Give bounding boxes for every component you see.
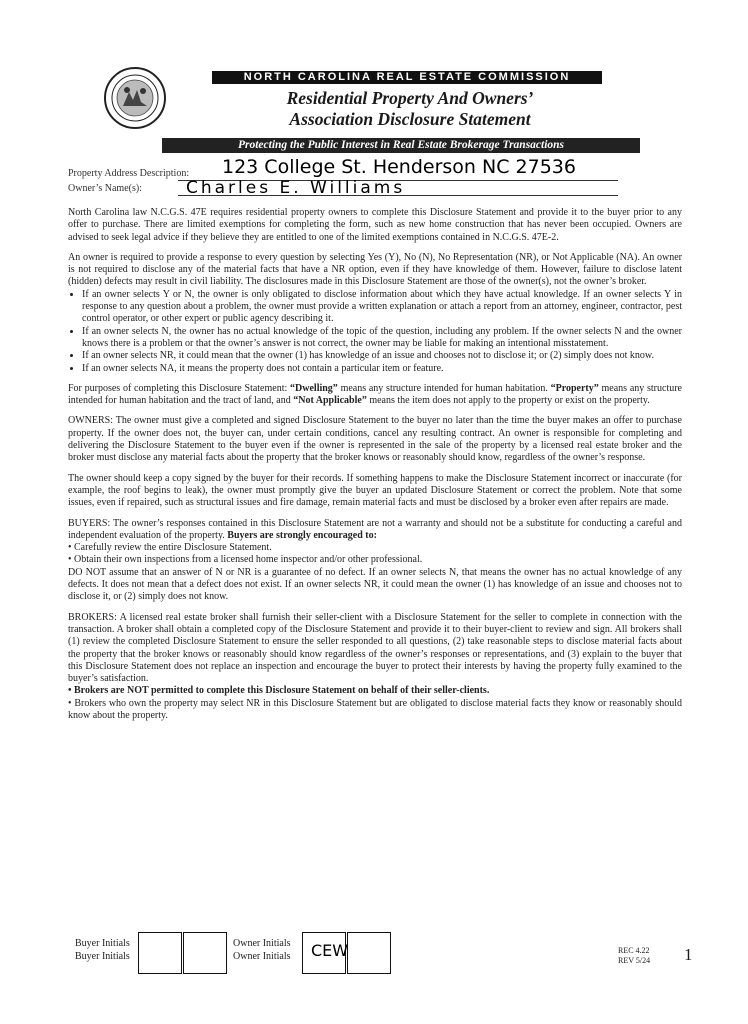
brokers-text: A licensed real estate broker shall furnish their seller-client with a Disclosure Statement for the seller to complete in connection with the transaction. A broker shall obtain a completed copy of the Disclosure Statement and provide it to their buyer-client to review and sign. All brokers shall (1) review the completed Disclosure Statement to ensure the seller responded to all questions, (2) take reasonable steps to disclose material facts about the property that the broker knows or reasonably should know regardless of the owner’s responses or representations, and (3) explain to the buyer that this Disclosure Statement does not replace an inspection and encourage the buyer to protect their interests by having the property fully examined to the buyer’s satisfaction. xyxy=(68,611,682,685)
bullet-y-n: • If an owner selects Y or N, the owner is only obligated to disclose information about which they have actual knowledge. If an owner selects Y in response to any question about a problem, the owner must provide a written explanation or attach a report from an attorney, engineer, contractor, pest control operator, or other expert or public agency describing it. xyxy=(82,289,682,326)
title-line-1: Residential Property And Owners’ xyxy=(286,88,534,108)
buyers-text: The owner’s responses contained in this Disclosure Statement are not a warranty and should not be a substitute for conducting a careful and independent evaluation of the property. xyxy=(68,517,682,541)
buyer-initials-box-2[interactable] xyxy=(183,932,227,974)
intro-paragraph: North Carolina law N.C.G.S. 47E requires residential property owners to complete this Disclosure Statement and provide it to the buyer prior to any offer to purchase. There are limited exemptions for completing the form, such as new home construction that has never been occupied. Owners are advised to seek legal advice if they believe they are entitled to one of the limited exemptions contained in N.C.G.S. 47E-2. xyxy=(68,207,682,243)
brokers-heading: BROKERS: xyxy=(68,611,117,623)
brokers-paragraph xyxy=(68,612,682,686)
definitions-paragraph xyxy=(68,383,682,408)
buyers-paragraph xyxy=(68,518,682,543)
buyers-heading: BUYERS: xyxy=(68,517,111,529)
buyer-initials-label-1: Buyer Initials xyxy=(75,938,130,949)
dwelling-term: “Dwelling” xyxy=(290,382,338,394)
broker-bullet-1: • Brokers are NOT permitted to complete this Disclosure Statement on behalf of their seller-clients. xyxy=(68,685,490,697)
nc-state-seal-icon xyxy=(103,66,167,130)
broker-bullet-2: • Brokers who own the property may select NR in this Disclosure Statement but are obligated to disclose material facts they know or reasonably should know about the property. xyxy=(68,697,682,721)
address-label: Property Address Description: xyxy=(68,168,190,179)
buyers-note: DO NOT assume that an answer of N or NR is a guarantee of no defect. If an owner selects N, that means the owner has no actual knowledge of any defects. It does not mean that a defect does not exist. If an owner selects NR, it could mean the owner (1) has knowledge of an issue and chooses not to disclose it, or (2) simply does not know. xyxy=(68,566,682,603)
page-number: 1 xyxy=(684,945,693,964)
disclosure-body xyxy=(68,207,682,722)
owner-initials-box-2[interactable] xyxy=(347,932,391,974)
commission-banner: NORTH CAROLINA REAL ESTATE COMMISSION xyxy=(212,71,602,84)
owner-initials-box-1[interactable] xyxy=(302,932,349,974)
updates-paragraph: The owner should keep a copy signed by the buyer for their records. If something happens to make the Disclosure Statement incorrect or inaccurate (for example, the roof begins to leak), the owner must promptly give the buyer an updated Disclosure Statement or correct the problem. Note that some issues, even if repaired, such as structural issues and fire damage, remain material facts and must be disclosed by a broker even after repairs are made. xyxy=(68,472,682,509)
revision-info xyxy=(618,946,650,966)
address-value[interactable]: 123 College St. Henderson NC 27536 xyxy=(222,156,576,178)
owners-heading: OWNERS: xyxy=(68,415,113,427)
form-title xyxy=(190,88,630,130)
response-bullets xyxy=(68,289,682,375)
bullet-n: • If an owner selects N, the owner has no actual knowledge of the topic of the question, including any problem. If the owner selects N and the owner knows there is a problem or that the owner’s answer is not correct, the owner may be liable for making an intentional misstatement. xyxy=(82,326,682,351)
definitions-text-a: For purposes of completing this Disclosure Statement: xyxy=(68,382,291,394)
broker-bullet-2-text: Brokers who own the property may select NR in this Disclosure Statement but are obligated to disclose material facts they know or reasonably should know about the property. xyxy=(68,697,682,721)
definitions-text-c: means any structure intended for human habitation and the tract of land, and xyxy=(68,382,682,407)
owners-text: The owner must give a completed and signed Disclosure Statement to the buyer no later than the time the buyer makes an offer to purchase property. If the owner does not, the buyer can, under certain conditions, cancel any resulting contract. An owner is responsible for completing and delivering the Disclosure Statement to the buyer even if the owner is represented in the sale of the property by a licensed real estate broker and the broker must disclose any material facts about the property that the broker knows or reasonably should know, regardless of the owner’s response. xyxy=(68,415,682,464)
owners-paragraph xyxy=(68,415,682,464)
owner-value[interactable]: Charles E. Williams xyxy=(186,178,406,198)
tagline-banner: Protecting the Public Interest in Real Estate Brokerage Transactions xyxy=(162,138,640,153)
owner-initials-label-1: Owner Initials xyxy=(233,938,291,949)
buyer-item-review: • Carefully review the entire Disclosure Statement. xyxy=(68,542,272,554)
rev-line-2: REV 5/24 xyxy=(618,956,651,965)
property-term: “Property” xyxy=(550,382,599,394)
buyers-encouraged: Buyers are strongly encouraged to: xyxy=(227,529,377,541)
owner-response-paragraph: An owner is required to provide a response to every question by selecting Yes (Y), No (N), No Representation (NR), or Not Applicable (NA). An owner is not required to disclose any of the material facts that have a NR option, even if they have knowledge of them. However, failure to disclose latent (hidden) defects may result in civil liability. The disclosures made in this Disclosure Statement are those of the owner(s), not the owner’s broker. xyxy=(68,251,682,288)
bullet-nr: • If an owner selects NR, it could mean that the owner (1) has knowledge of an issue and chooses not to disclose it; or (2) simply does not know. xyxy=(82,350,682,362)
title-line-2: Association Disclosure Statement xyxy=(289,109,531,129)
buyer-initials-label-2: Buyer Initials xyxy=(75,951,130,962)
owner-initials-value: CEW xyxy=(311,941,349,960)
definitions-text-d: means the item does not apply to the property or exist on the property. xyxy=(366,395,650,407)
bullet-na: • If an owner selects NA, it means the property does not contain a particular item or feature. xyxy=(82,363,682,375)
owner-label: Owner’s Name(s): xyxy=(68,183,142,194)
broker-bullet-1-text: Brokers are NOT permitted to complete this Disclosure Statement on behalf of their seller-clients. xyxy=(74,685,490,697)
buyer-item-inspect: • Obtain their own inspections from a licensed home inspector and/or other professional. xyxy=(68,554,423,566)
definitions-text-b: means any structure intended for human habitation. xyxy=(337,382,551,394)
owner-initials-label-2: Owner Initials xyxy=(233,951,291,962)
not-applicable-term: “Not Applicable” xyxy=(293,395,367,407)
rev-line-1: REC 4.22 xyxy=(618,946,650,955)
buyer-initials-box-1[interactable] xyxy=(138,932,182,974)
